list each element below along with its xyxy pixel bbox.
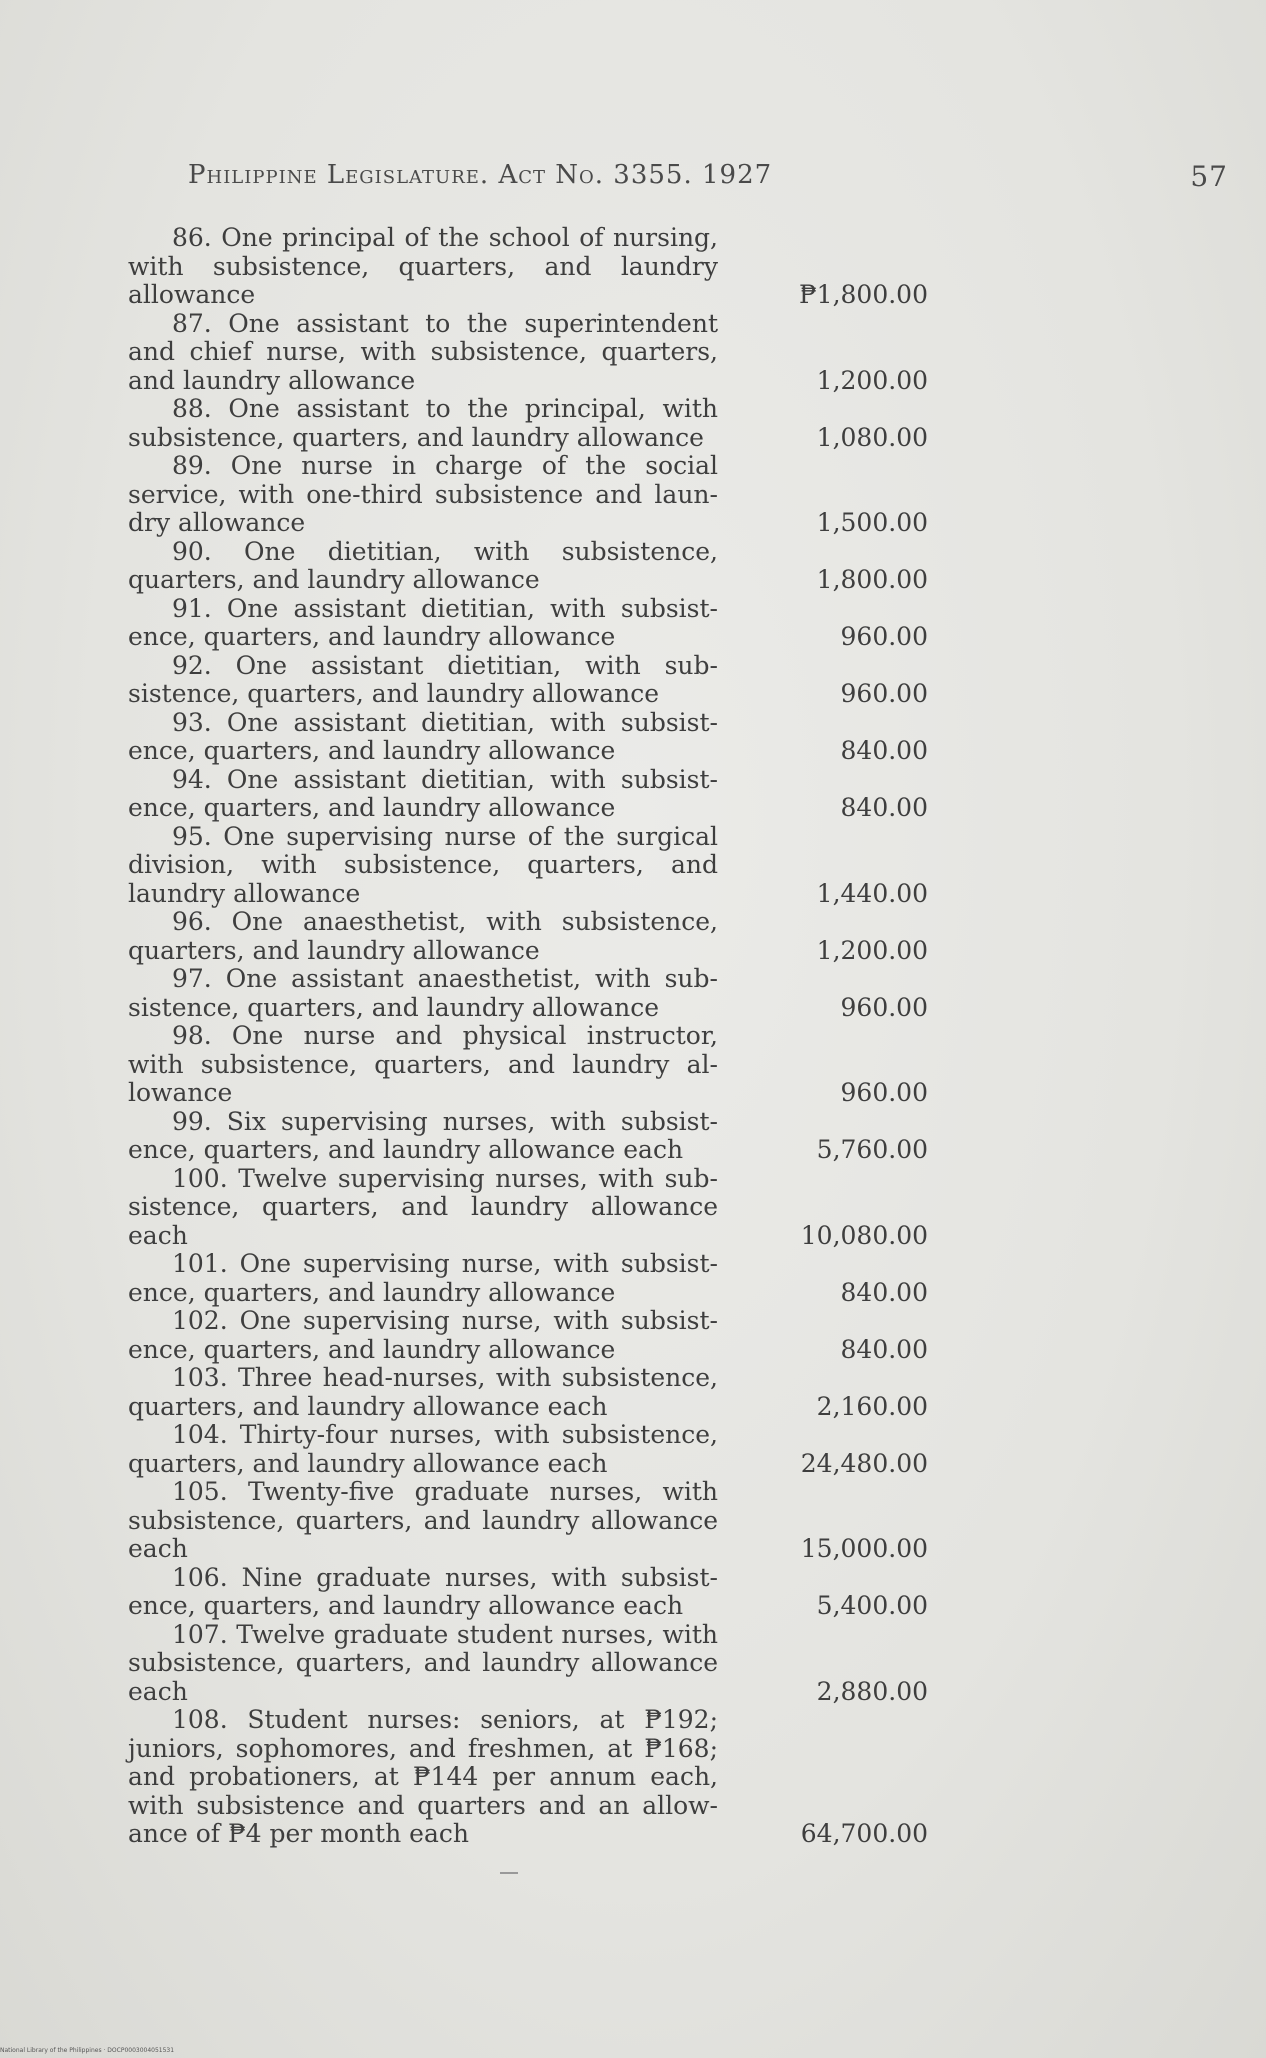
appropriation-item xyxy=(128,1108,928,1165)
item-description: 103. Three head-nurses, with subsistence, quarters, and laundry allowance each xyxy=(128,1363,718,1421)
item-description: 93. One assistant dietitian, with subsistence, quarters, and laundry allowance xyxy=(128,707,718,765)
appropriation-item xyxy=(128,1364,928,1421)
item-amount: 960.00 xyxy=(840,992,928,1022)
item-description: 100. Twelve supervising nurses, with subsistence, quarters, and laundry allowance each xyxy=(128,1163,718,1250)
appropriation-item xyxy=(128,1564,928,1621)
appropriation-item xyxy=(128,538,928,595)
item-amount: 15,000.00 xyxy=(800,1534,928,1563)
source-watermark: National Library of the Philippines · DOCP0003004051531 xyxy=(0,2047,175,2054)
item-description: 108. Student nurses: seniors, at ₱192; juniors, sophomores, and freshmen, at ₱168; and probationers, at ₱144 per annum each, with subsistence and quarters and an allowance of ₱4 per month each xyxy=(128,1705,718,1848)
item-amount: 5,760.00 xyxy=(816,1135,928,1164)
appropriation-item xyxy=(128,652,928,709)
item-amount: 24,480.00 xyxy=(800,1448,928,1478)
item-amount: 1,080.00 xyxy=(816,422,928,452)
item-description: 89. One nurse in charge of the social service, with one-third subsistence and laundry allowance xyxy=(128,451,718,537)
item-amount: 840.00 xyxy=(840,1277,928,1307)
item-description: 106. Nine graduate nurses, with subsistence, quarters, and laundry allowance each xyxy=(128,1562,718,1620)
running-header xyxy=(188,160,1228,193)
item-description: 95. One supervising nurse of the surgical division, with subsistence, quarters, and laundry allowance xyxy=(128,821,718,908)
appropriation-item xyxy=(128,595,928,652)
appropriation-item xyxy=(128,1307,928,1364)
item-description: 102. One supervising nurse, with subsistence, quarters, and laundry allowance xyxy=(128,1306,718,1364)
appropriation-item xyxy=(128,224,928,310)
appropriation-item xyxy=(128,1621,928,1707)
item-amount: 1,800.00 xyxy=(816,565,928,594)
header-title: Philippine Legislature. Act No. 3355. 1927 xyxy=(188,160,773,190)
item-amount: 840.00 xyxy=(840,1334,928,1364)
item-amount: 1,200.00 xyxy=(816,365,928,395)
appropriation-item xyxy=(128,452,928,538)
item-amount: 840.00 xyxy=(840,736,928,765)
item-amount: 10,080.00 xyxy=(800,1220,928,1250)
appropriation-item xyxy=(128,1706,928,1849)
item-description: 107. Twelve graduate student nurses, with subsistence, quarters, and laundry allowance each xyxy=(128,1619,718,1706)
item-amount: 960.00 xyxy=(840,679,928,708)
item-amount: 5,400.00 xyxy=(816,1591,928,1620)
appropriation-item xyxy=(128,1478,928,1564)
appropriation-item xyxy=(128,395,928,452)
item-description: 104. Thirty-four nurses, with subsistence, quarters, and laundry allowance each xyxy=(128,1420,718,1478)
item-description: 97. One assistant anaesthetist, with subsistence, quarters, and laundry allowance xyxy=(128,964,718,1022)
item-amount: 64,700.00 xyxy=(800,1819,928,1848)
item-description: 90. One dietitian, with subsistence, quarters, and laundry allowance xyxy=(128,536,718,594)
appropriation-item xyxy=(128,823,928,909)
appropriation-item xyxy=(128,1022,928,1108)
item-amount: 2,160.00 xyxy=(816,1391,928,1421)
item-amount: 1,500.00 xyxy=(816,508,928,537)
appropriation-item xyxy=(128,709,928,766)
item-description: 91. One assistant dietitian, with subsistence, quarters, and laundry allowance xyxy=(128,593,718,651)
appropriation-item xyxy=(128,1421,928,1478)
item-amount: 1,440.00 xyxy=(816,878,928,908)
item-amount: 960.00 xyxy=(840,1078,928,1107)
item-amount: 960.00 xyxy=(840,622,928,651)
item-amount: 1,200.00 xyxy=(816,935,928,965)
appropriation-item xyxy=(128,1250,928,1307)
item-description: 86. One principal of the school of nursing, with subsistence, quarters, and laundry allowance xyxy=(128,223,718,309)
item-amount: ₱1,800.00 xyxy=(799,280,928,309)
appropriation-item xyxy=(128,310,928,396)
appropriation-item xyxy=(128,766,928,823)
item-description: 105. Twenty-five graduate nurses, with subsistence, quarters, and laundry allowance each xyxy=(128,1477,718,1563)
item-description: 94. One assistant dietitian, with subsistence, quarters, and laundry allowance xyxy=(128,764,718,822)
item-description: 92. One assistant dietitian, with subsistence, quarters, and laundry allowance xyxy=(128,650,718,708)
item-description: 98. One nurse and physical instructor, with subsistence, quarters, and laundry allowance xyxy=(128,1021,718,1107)
item-description: 99. Six supervising nurses, with subsistence, quarters, and laundry allowance each xyxy=(128,1106,718,1164)
item-amount: 840.00 xyxy=(840,793,928,822)
item-description: 96. One anaesthetist, with subsistence, quarters, and laundry allowance xyxy=(128,907,718,965)
appropriation-item xyxy=(128,1165,928,1251)
appropriation-list xyxy=(128,224,928,1849)
item-amount: 2,880.00 xyxy=(816,1676,928,1706)
end-rule xyxy=(500,1872,518,1874)
item-description: 101. One supervising nurse, with subsistence, quarters, and laundry allowance xyxy=(128,1249,718,1307)
item-description: 88. One assistant to the principal, with subsistence, quarters, and laundry allowance xyxy=(128,394,718,452)
page-number: 57 xyxy=(1190,160,1228,193)
item-description: 87. One assistant to the superintendent and chief nurse, with subsistence, quarters, and laundry allowance xyxy=(128,308,718,395)
appropriation-item xyxy=(128,908,928,965)
appropriation-item xyxy=(128,965,928,1022)
